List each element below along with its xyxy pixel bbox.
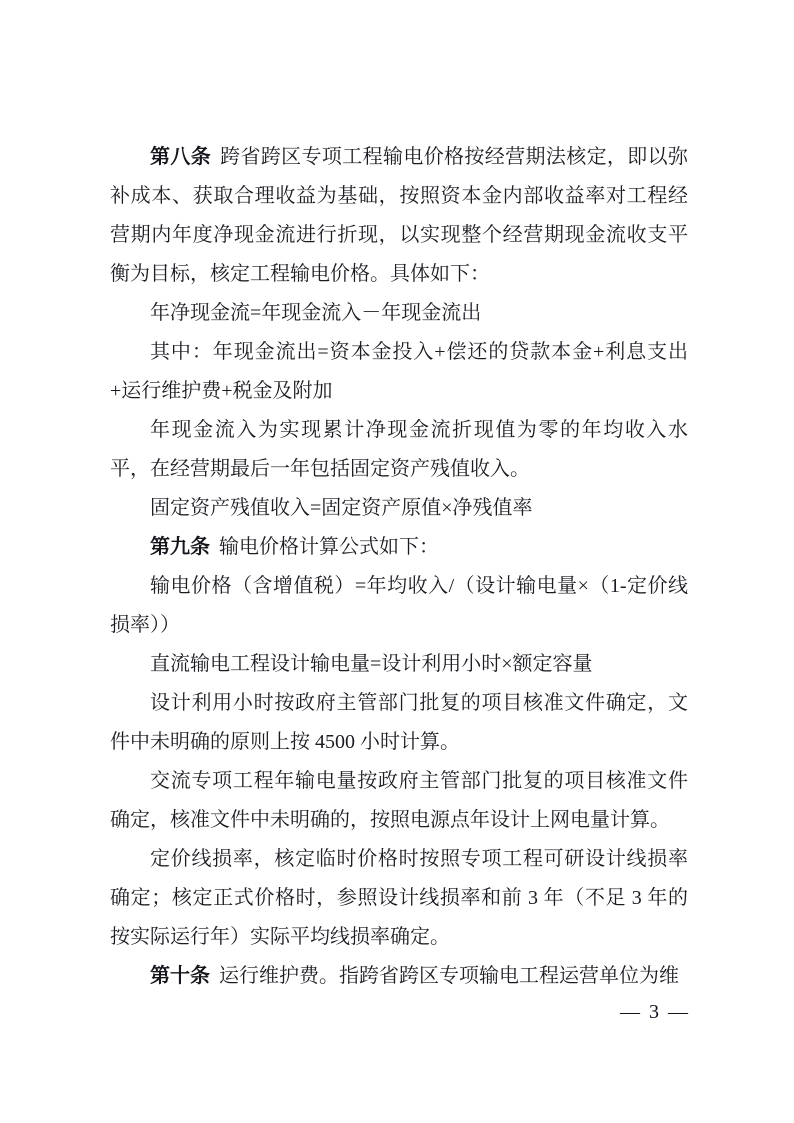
para-formula-transmission-price [110, 567, 688, 645]
article-9-term: 第九条 [150, 536, 210, 558]
para-article-9 [110, 528, 688, 567]
para-article-10 [110, 957, 688, 996]
ac-annual-volume-text: 交流专项工程年输电量按政府主管部门批复的项目核准文件确定，核准文件中未明确的，按照电源点年设计上网电量计算。 [110, 770, 688, 831]
article-8-body: 跨省跨区专项工程输电价格按经营期法核定，即以弥补成本、获取合理收益为基础，按照资本金内部收益率对工程经营期内年度净现金流进行折现，以实现整个经营期现金流收支平衡为目标，核定工程输电价格。具体如下： [110, 146, 689, 285]
page-number: — 3 — [620, 1001, 690, 1023]
article-10-term: 第十条 [150, 965, 210, 987]
formula-residual-value-text: 固定资产残值收入=固定资产原值×净残值率 [150, 497, 533, 519]
formula-net-cashflow-text: 年净现金流=年现金流入－年现金流出 [150, 302, 482, 324]
para-cash-inflow-definition [110, 411, 688, 489]
article-8-term: 第八条 [150, 146, 212, 168]
para-formula-residual-value [110, 489, 688, 528]
document-body [110, 138, 688, 996]
para-article-8 [110, 138, 688, 294]
cash-inflow-definition-text: 年现金流入为实现累计净现金流折现值为零的年均收入水平，在经营期最后一年包括固定资产残值收入。 [110, 419, 688, 480]
formula-transmission-price-text: 输电价格（含增值税）=年均收入/（设计输电量×（1-定价线损率）） [110, 575, 688, 636]
article-10-body: 运行维护费。指跨省跨区专项输电工程运营单位为维 [219, 965, 679, 987]
para-formula-cash-outflow [110, 333, 688, 411]
para-pricing-line-loss [110, 840, 688, 957]
formula-dc-design-volume-text: 直流输电工程设计输电量=设计利用小时×额定容量 [150, 653, 593, 675]
para-formula-dc-design-volume [110, 645, 688, 684]
para-formula-net-cashflow [110, 294, 688, 333]
formula-cash-outflow-text: 其中：年现金流出=资本金投入+偿还的贷款本金+利息支出+运行维护费+税金及附加 [110, 341, 688, 402]
design-hours-text: 设计利用小时按政府主管部门批复的项目核准文件确定，文件中未明确的原则上按 4500 小时计算。 [110, 692, 688, 753]
para-design-hours [110, 684, 688, 762]
article-9-body: 输电价格计算公式如下： [219, 536, 439, 558]
para-ac-annual-volume [110, 762, 688, 840]
pricing-line-loss-text: 定价线损率，核定临时价格时按照专项工程可研设计线损率确定；核定正式价格时，参照设计线损率和前 3 年（不足 3 年的按实际运行年）实际平均线损率确定。 [110, 848, 688, 948]
